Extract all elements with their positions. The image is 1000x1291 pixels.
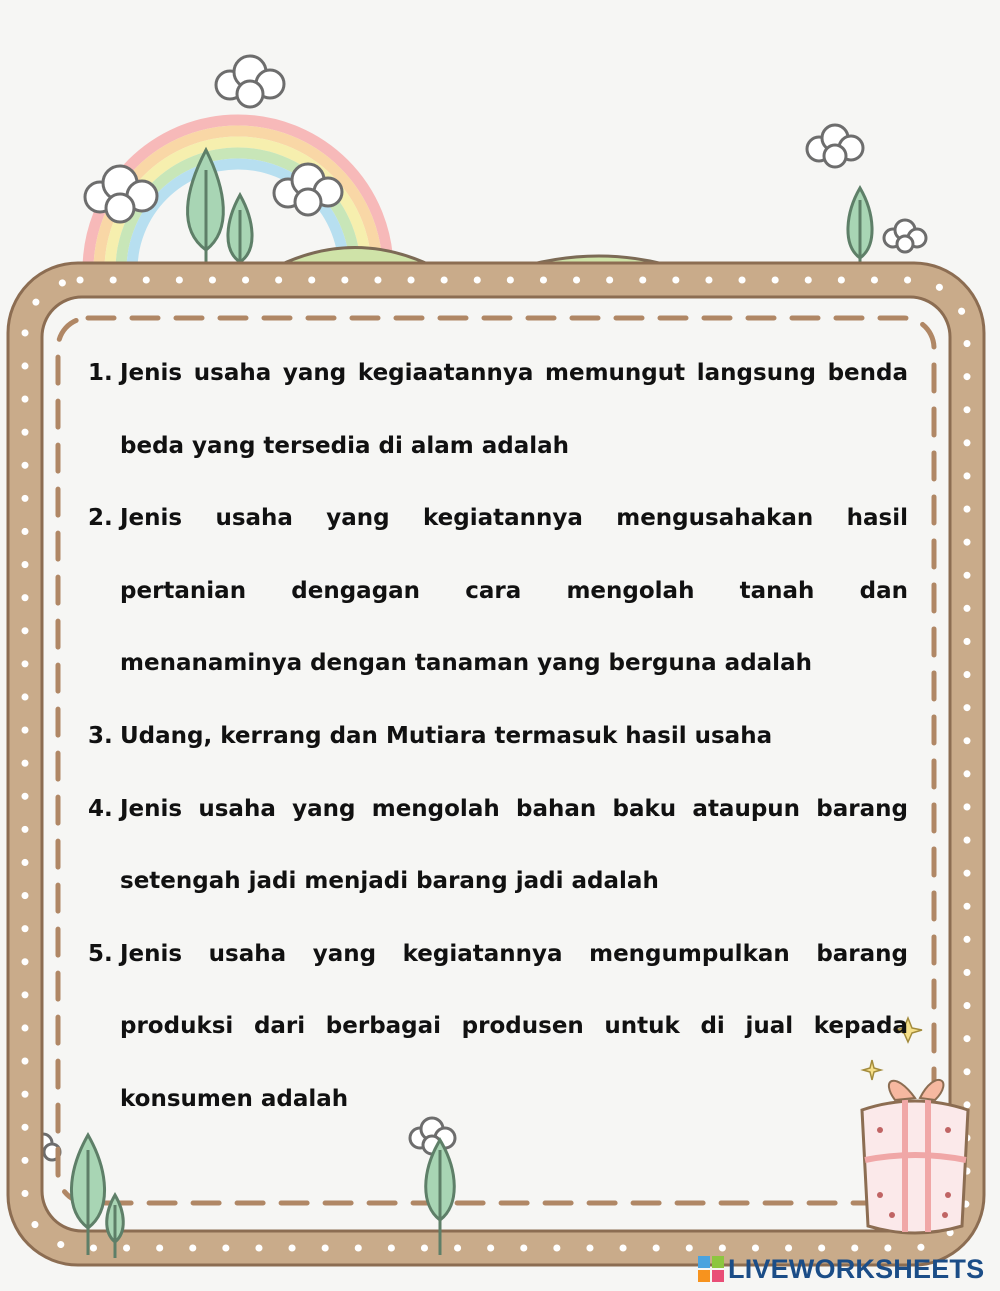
question-text: Jenis usaha yang kegiatannya mengumpulkan barang produksi dari berbagai produsen untuk di jual kepada konsumen adalah xyxy=(120,940,908,1112)
question-text: Jenis usaha yang mengolah bahan baku ataupun barang setengah jadi menjadi barang jadi adalah xyxy=(120,795,908,895)
watermark-text: LIVEWORKSHEETS xyxy=(728,1253,985,1284)
logo-square xyxy=(698,1270,710,1282)
question-item xyxy=(88,773,908,918)
question-item xyxy=(88,482,908,700)
question-number: 1. xyxy=(88,360,113,386)
question-item xyxy=(88,700,908,773)
cloud-icon xyxy=(884,220,926,252)
question-text: Udang, kerrang dan Mutiara termasuk hasil usaha xyxy=(120,722,773,749)
logo-square xyxy=(698,1256,710,1268)
question-list xyxy=(88,337,908,1136)
logo-square xyxy=(712,1256,724,1268)
question-text: Jenis usaha yang kegiaatannya memungut langsung benda beda yang tersedia di alam adalah xyxy=(120,360,908,459)
question-number: 5. xyxy=(88,940,113,967)
question-item xyxy=(88,918,908,1136)
question-number: 2. xyxy=(88,505,113,532)
question-number: 3. xyxy=(88,722,113,749)
question-item xyxy=(88,337,908,482)
liveworksheets-watermark xyxy=(698,1252,984,1286)
logo-square xyxy=(712,1270,724,1282)
cloud-icon xyxy=(807,125,863,167)
question-number: 4. xyxy=(88,795,113,822)
question-text: Jenis usaha yang kegiatannya mengusahakan hasil pertanian dengagan cara mengolah tanah dan menanaminya dengan tanaman yang berguna adalah xyxy=(120,505,908,677)
liveworksheets-logo-icon xyxy=(698,1256,724,1282)
cloud-icon xyxy=(216,56,284,107)
leaf-icon xyxy=(228,195,252,272)
leaf-icon xyxy=(848,188,872,272)
